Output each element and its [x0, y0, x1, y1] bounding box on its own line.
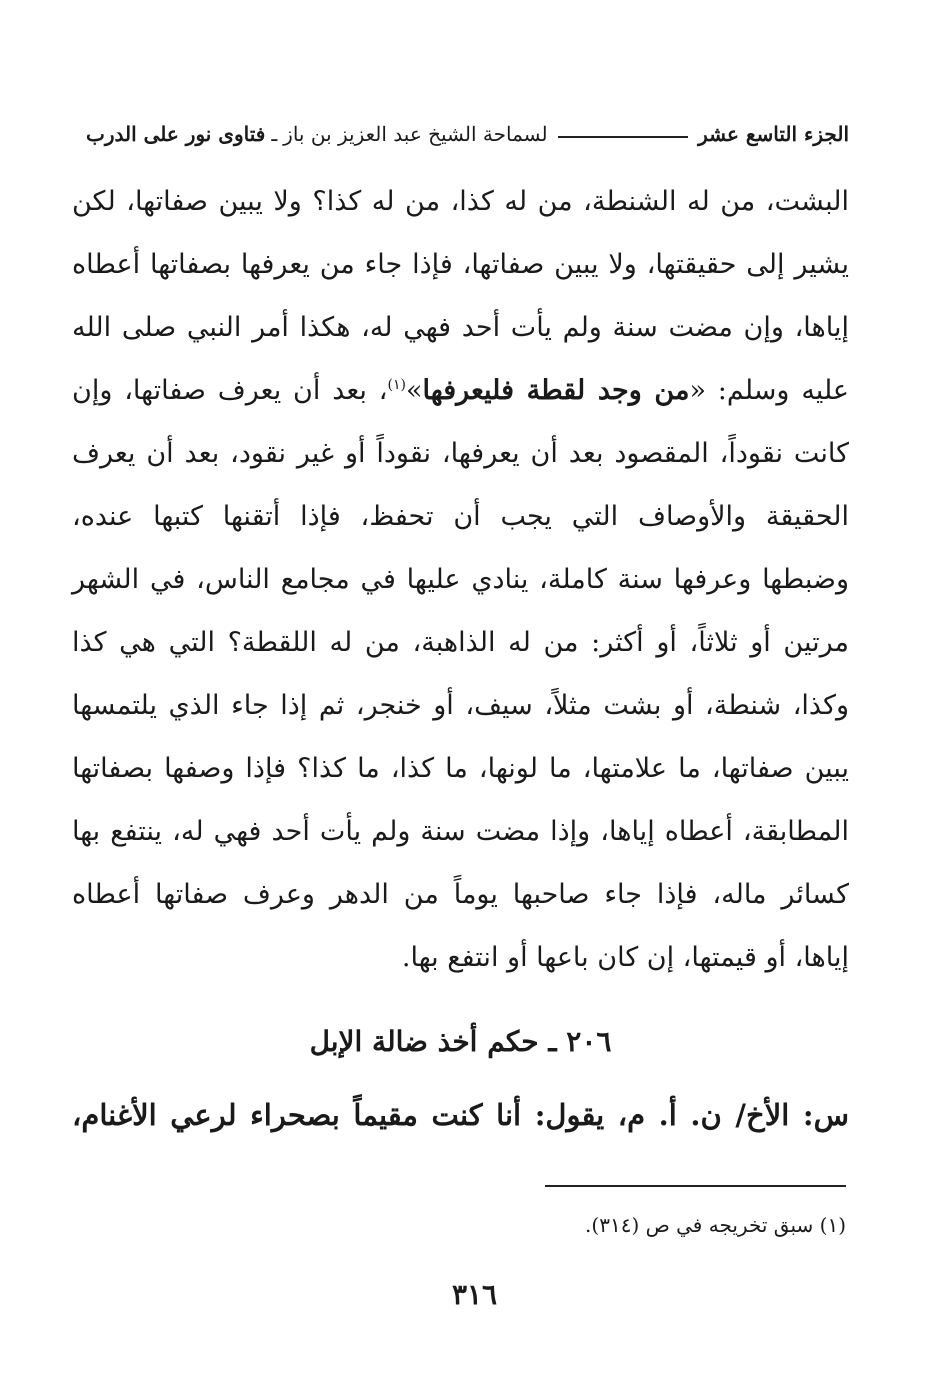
book-title: فتاوى نور على الدرب	[86, 122, 266, 146]
hadith-after-text: ، بعد أن يعرف صفاتها، وإن	[72, 375, 388, 406]
text-line: وضبطها وعرفها سنة كاملة، ينادي عليها في مجامع الناس، في الشهر	[72, 564, 849, 595]
text-line: البشت، من له الشنطة، من له كذا، من له كذا؟ ولا يبين صفاتها، لكن	[72, 186, 849, 217]
text-line: كانت نقوداً، المقصود بعد أن يعرفها، نقوداً أو غير نقود، بعد أن يعرف	[72, 438, 849, 469]
author-name: لسماحة الشيخ عبد العزيز بن باز	[283, 122, 548, 146]
question-text: س: الأخ/ ن. أ. م، يقول: أنا كنت مقيماً بصحراء لرعي الأغنام،	[72, 1098, 849, 1132]
text-line: الحقيقة والأوصاف التي يجب أن تحفظ، فإذا أتقنها كتبها عنده،	[72, 501, 849, 532]
hadith-quote: من وجد لقطة فليعرفها	[422, 375, 690, 406]
volume-part: الجزء التاسع عشر	[698, 122, 849, 146]
header-rule	[558, 136, 688, 138]
section-heading: ٢٠٦ ـ حكم أخذ ضالة الإبل	[309, 1025, 612, 1058]
text-line: مرتين أو ثلاثاً، أو أكثر: من له الذاهبة، من له اللقطة؟ التي هي كذا	[72, 627, 849, 658]
body-text	[72, 170, 849, 989]
page-number: ٣١٦	[451, 1278, 498, 1311]
text-line: إياها، وإن مضت سنة ولم يأت أحد فهي له، هكذا أمر النبي صلى الله	[72, 312, 849, 343]
hadith-close: »	[405, 375, 423, 406]
text-line-last: إياها، أو قيمتها، إن كان باعها أو انتفع بها.	[401, 942, 849, 973]
text-line: المطابقة، أعطاه إياها، وإذا مضت سنة ولم يأت أحد فهي له، ينتفع بها	[72, 816, 849, 847]
text-line: كسائر ماله، فإذا جاء صاحبها يوماً من الدهر وعرف صفاتها أعطاه	[72, 879, 849, 910]
footnote-rule	[545, 1185, 846, 1187]
running-header	[86, 114, 849, 154]
text-line: وكذا، شنطة، أو بشت مثلاً، سيف، أو خنجر، ثم إذا جاء الذي يلتمسها	[72, 690, 849, 721]
footnote-reference: (١)	[387, 377, 406, 393]
text-line: يبين صفاتها، ما علامتها، ما لونها، ما كذا، ما كذا؟ فإذا وصفها بصفاتها	[72, 753, 849, 784]
text-line-hadith	[72, 359, 849, 422]
header-dash: ـ	[271, 122, 278, 146]
text-line: يشير إلى حقيقتها، ولا يبين صفاتها، فإذا جاء من يعرفها بصفاتها أعطاه	[72, 249, 849, 280]
hadith-open-text: عليه وسلم: «	[689, 375, 849, 406]
footnote: (١) سبق تخريجه في ص (٣١٤).	[585, 1213, 846, 1237]
